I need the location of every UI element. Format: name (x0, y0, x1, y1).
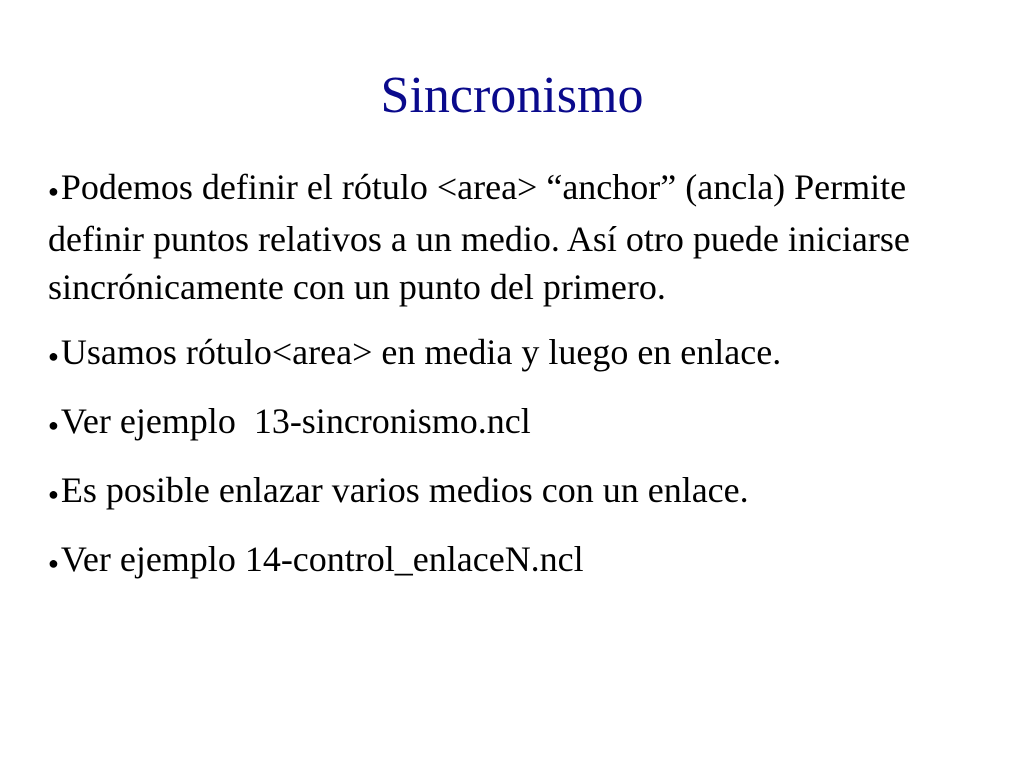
bullet-icon: ● (48, 181, 59, 201)
bullet-text: Ver ejemplo 13-sincronismo.ncl (60, 401, 531, 441)
bullet-icon: ● (48, 346, 59, 366)
bullet-text: Usamos rótulo<area> en media y luego en enlace. (60, 332, 782, 372)
slide-title: Sincronismo (380, 67, 644, 124)
bullet-item (48, 535, 978, 587)
bullet-icon: ● (48, 553, 59, 573)
bullet-item (48, 328, 978, 380)
bullet-item (48, 397, 978, 449)
bullet-list (48, 163, 978, 604)
bullet-icon: ● (48, 415, 59, 435)
bullet-item (48, 466, 978, 518)
bullet-text: Ver ejemplo 14-control_enlaceN.ncl (60, 539, 584, 579)
bullet-item (48, 163, 978, 311)
bullet-icon: ● (48, 484, 59, 504)
bullet-text: Podemos definir el rótulo <area> “anchor” (ancla) Permite definir puntos relativos a un medio. Así otro puede iniciarse sincrónicamente con un punto del primero. (48, 167, 910, 307)
bullet-text: Es posible enlazar varios medios con un enlace. (60, 470, 749, 510)
